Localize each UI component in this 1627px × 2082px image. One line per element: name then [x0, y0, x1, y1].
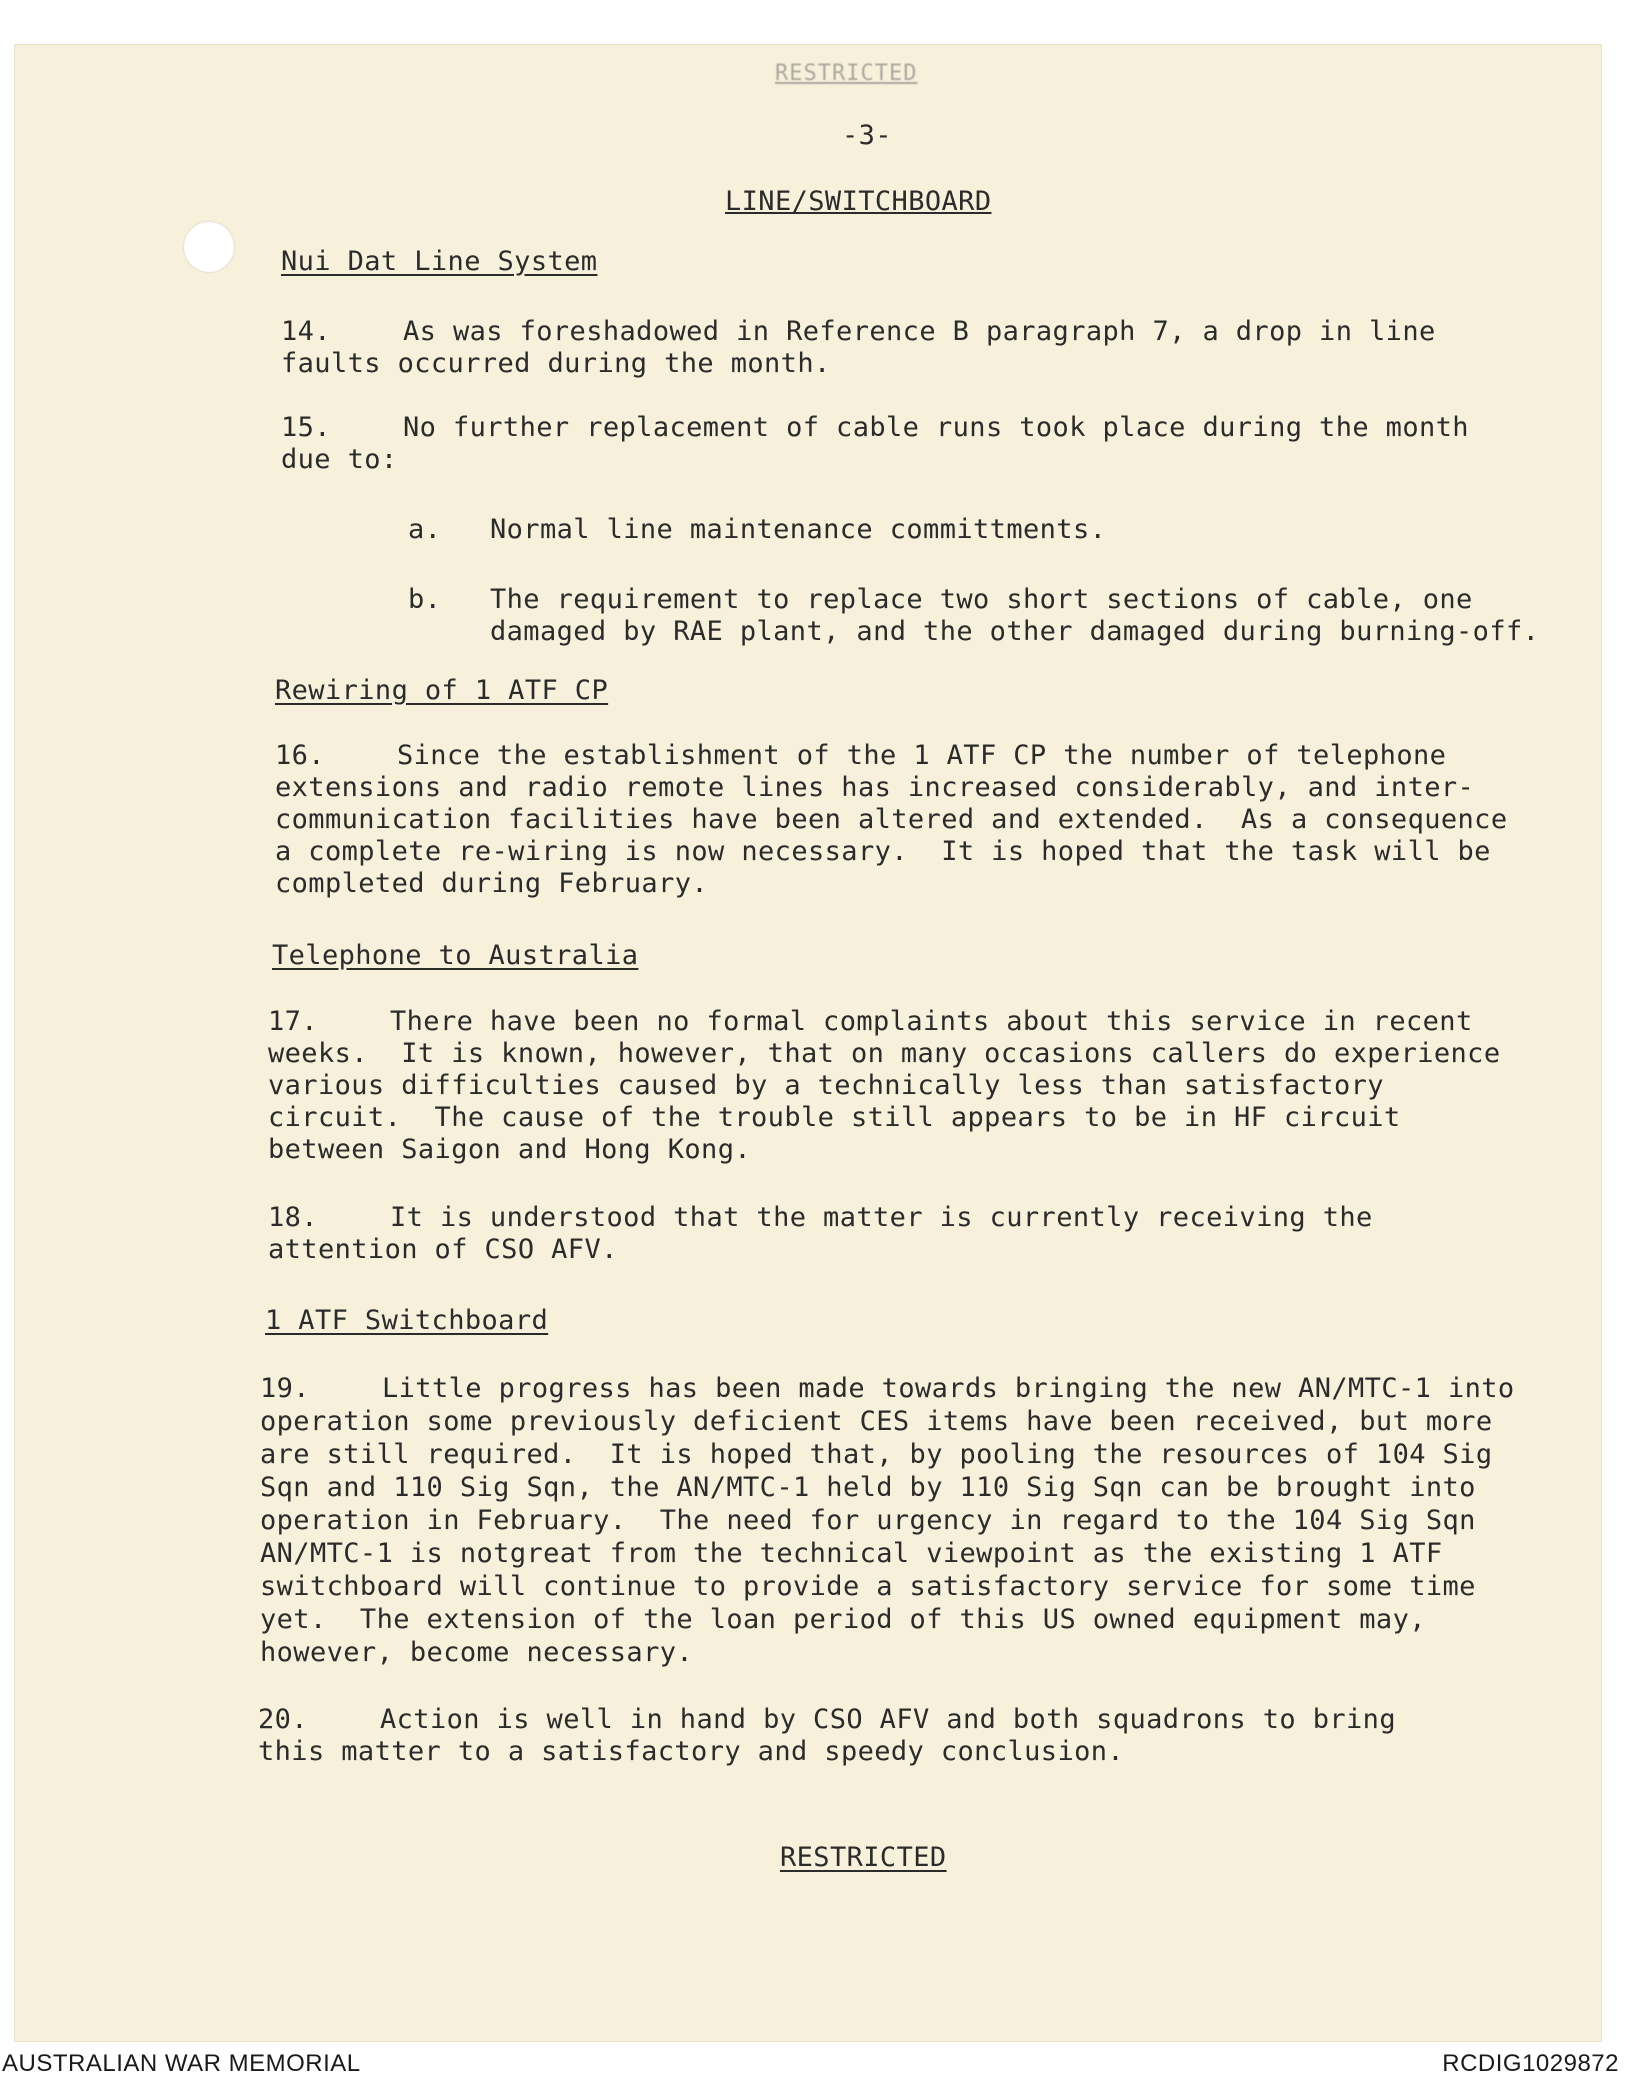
paragraph-18	[268, 1202, 1538, 1266]
paragraph-text: No further replacement of cable runs took place during the month due to:	[281, 412, 1486, 475]
main-heading: LINE/SWITCHBOARD	[725, 186, 992, 217]
paragraph-number: 17.	[268, 1006, 318, 1037]
section-heading-rewiring: Rewiring of 1 ATF CP	[275, 675, 609, 706]
section-heading-switchboard: 1 ATF Switchboard	[265, 1305, 549, 1336]
sub-item-a	[408, 514, 1568, 554]
paragraph-number: 20.	[258, 1704, 308, 1735]
paragraph-20	[258, 1704, 1478, 1768]
paragraph-number: 15.	[281, 412, 331, 443]
paragraph-17	[268, 1006, 1528, 1166]
paragraph-19	[260, 1372, 1550, 1669]
sub-item-text: The requirement to replace two short sections of cable, one damaged by RAE plant, and the other damaged during burning-off.	[490, 584, 1540, 647]
sub-item-text: Normal line maintenance committments.	[490, 514, 1107, 545]
paragraph-text: Action is well in hand by CSO AFV and both squadrons to bring this matter to a satisfactory and speedy conclusion.	[258, 1704, 1413, 1767]
paragraph-text: Since the establishment of the 1 ATF CP the number of telephone extensions and radio remote lines has increased considerably, and inter-communication facilities have been altered and extended. As a consequence a complete re-wiring is now necessary. It is hoped that the task will be completed during February.	[275, 740, 1525, 899]
paragraph-text: It is understood that the matter is currently receiving the attention of CSO AFV.	[268, 1202, 1390, 1265]
paragraph-16	[275, 740, 1525, 900]
archive-credit: AUSTRALIAN WAR MEMORIAL	[2, 2050, 361, 2077]
paragraph-14	[281, 316, 1551, 380]
paragraph-text: There have been no formal complaints about this service in recent weeks. It is known, however, that on many occasions callers do experience various difficulties caused by a technically less than satisfactory circuit. The cause of the trouble still appears to be in HF circuit between Saigon and Hong Kong.	[268, 1006, 1518, 1165]
paragraph-text: As was foreshadowed in Reference B paragraph 7, a drop in line faults occurred during the month.	[281, 316, 1453, 379]
paragraph-number: 19.	[260, 1373, 310, 1404]
classification-marking-top: RESTRICTED	[775, 61, 918, 86]
classification-marking-bottom: RESTRICTED	[780, 1842, 947, 1873]
punch-hole	[184, 222, 234, 272]
page-number: -3-	[842, 120, 892, 151]
paragraph-number: 16.	[275, 740, 325, 771]
section-heading-nui-dat: Nui Dat Line System	[281, 246, 598, 277]
paragraph-text: Little progress has been made towards bringing the new AN/MTC-1 into operation some previously deficient CES items have been received, but more are still required. It is hoped that, by pooling the resources of 104 Sig Sqn and 110 Sig Sqn, the AN/MTC-1 held by 110 Sig Sqn can be brought into operation in February. The need for urgency in regard to the 104 Sig Sqn AN/MTC-1 is notgreat from the technical viewpoint as the existing 1 ATF switchboard will continue to provide a satisfactory service for some time yet. The extension of the loan period of this US owned equipment may, however, become necessary.	[260, 1373, 1532, 1668]
sub-item-letter: a.	[408, 514, 442, 545]
paragraph-number: 18.	[268, 1202, 318, 1233]
sub-item-b	[408, 584, 1568, 654]
sub-item-letter: b.	[408, 584, 442, 615]
archive-reference-id: RCDIG1029872	[1442, 2050, 1619, 2077]
section-heading-telephone: Telephone to Australia	[272, 940, 639, 971]
paragraph-15	[281, 412, 1486, 476]
paragraph-number: 14.	[281, 316, 331, 347]
